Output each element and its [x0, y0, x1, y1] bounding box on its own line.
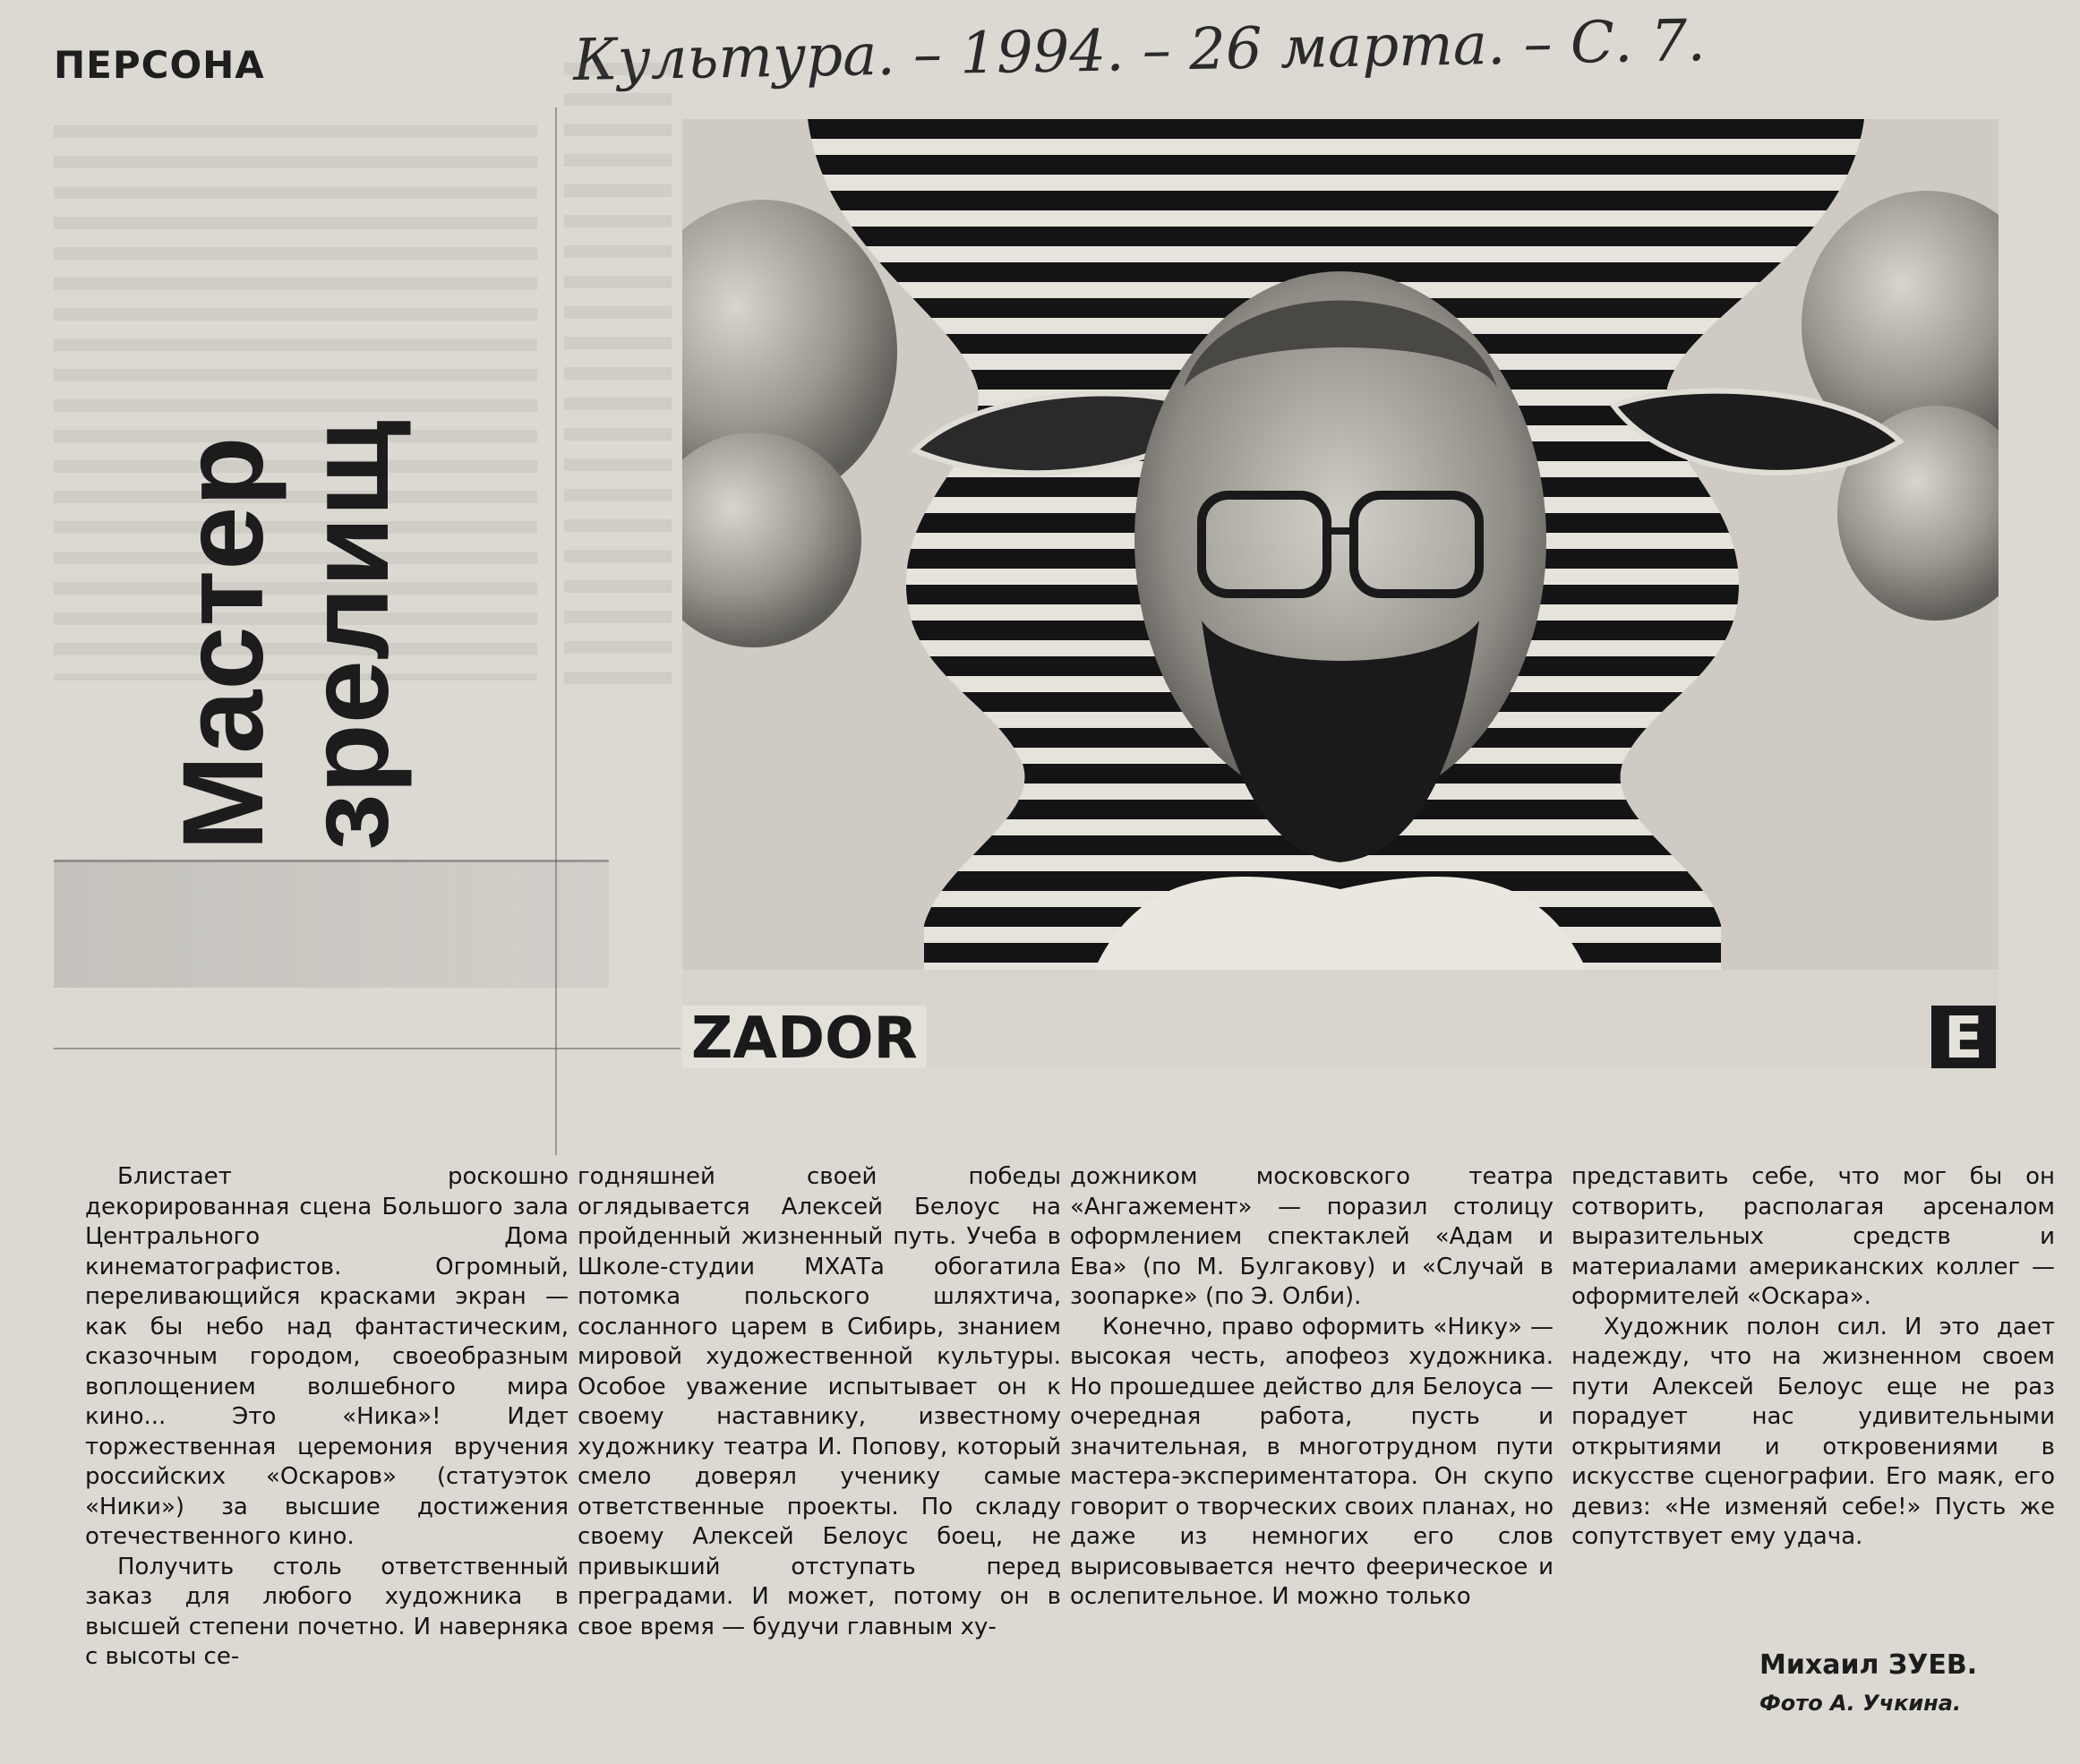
paragraph: представить себе, что мог бы он сотворить, располагая арсеналом выразительных средств и материалами американских коллег — оформителей «Оскара». — [1571, 1163, 2055, 1310]
paragraph: Художник полон сил. И это дает надежду, что на жизненном своем пути Алексей Белоус еще не раз порадует нас удивительными открытиями и откровениями в искусстве сценографии. Его маяк, его девиз: «Не изменяй себе!» Пусть же сопутствует ему удача. — [1571, 1313, 2055, 1550]
poster-background — [682, 119, 1999, 1068]
article-column-2 — [578, 1162, 1061, 1642]
portrait-photo — [682, 119, 1999, 1068]
column-divider — [54, 1048, 680, 1049]
headline-line-2: зрелищ — [285, 420, 413, 851]
headline-line-1: Мастер — [159, 436, 287, 851]
article-column-1 — [85, 1162, 569, 1673]
paragraph: дожником московского театра «Ангажемент» — поразил столицу оформлением спектаклей «Адам и Ева» (по М. Булгакову) и «Случай в зоопарке» (по Э. Олби). — [1070, 1163, 1554, 1310]
paragraph: Блистает роскошно декорированная сцена Большого зала Центрального Дома кинематографистов. Огромный, переливающийся красками экран — как бы небо над фантастическим, сказочным городом, своеобразным воплощением волшебного мира кино... Это «Ника»! Идет торжественная церемония вручения российских «Оскаров» (статуэток «Ники») за высшие достижения отечественного кино. — [85, 1163, 569, 1550]
column-divider — [555, 107, 557, 1155]
poster-text-right: E — [1931, 1006, 1996, 1068]
adjacent-headline-ghost — [54, 860, 609, 988]
paragraph: Конечно, право оформить «Нику» — высокая честь, апофеоз художника. Но прошедшее действо для Белоуса — очередная работа, пусть и значительная, в многотрудном пути мастера-экспериментатора. Он скупо говорит о творческих своих планах, но даже из немногих его слов вырисовывается нечто феерическое и ослепительное. И можно только — [1070, 1313, 1554, 1610]
article-column-3 — [1070, 1162, 1554, 1613]
photo-credit: Фото А. Учкина. — [1759, 1691, 1962, 1716]
rubric-label: ПЕРСОНА — [54, 43, 265, 87]
author-signature: Михаил ЗУЕВ. — [1759, 1649, 1978, 1681]
adjacent-article-ghost-2 — [564, 63, 672, 689]
poster-text-left: ZADOR — [682, 1006, 927, 1068]
handwritten-citation: Культура. – 1994. – 26 марта. – С. 7. — [572, 7, 1707, 95]
paragraph: годняшней своей победы оглядывается Алексей Белоус на пройденный жизненный путь. Учеба в Школе-студии МХАТа обогатила потомка польского шляхтича, сосланного царем в Сибирь, знанием мировой художественной культуры. Особое уважение испытывает он к своему наставнику, известному художнику театра И. Попову, который смело доверял ученику самые ответственные проекты. По складу своему Алексей Белоус боец, не привыкший отступать перед преградами. И может, потому он в свое время — будучи главным ху- — [578, 1163, 1061, 1640]
article-column-4 — [1571, 1162, 2055, 1553]
paragraph: Получить столь ответственный заказ для любого художника в высшей степени почетно. И наверняка с высоты се- — [85, 1553, 569, 1670]
